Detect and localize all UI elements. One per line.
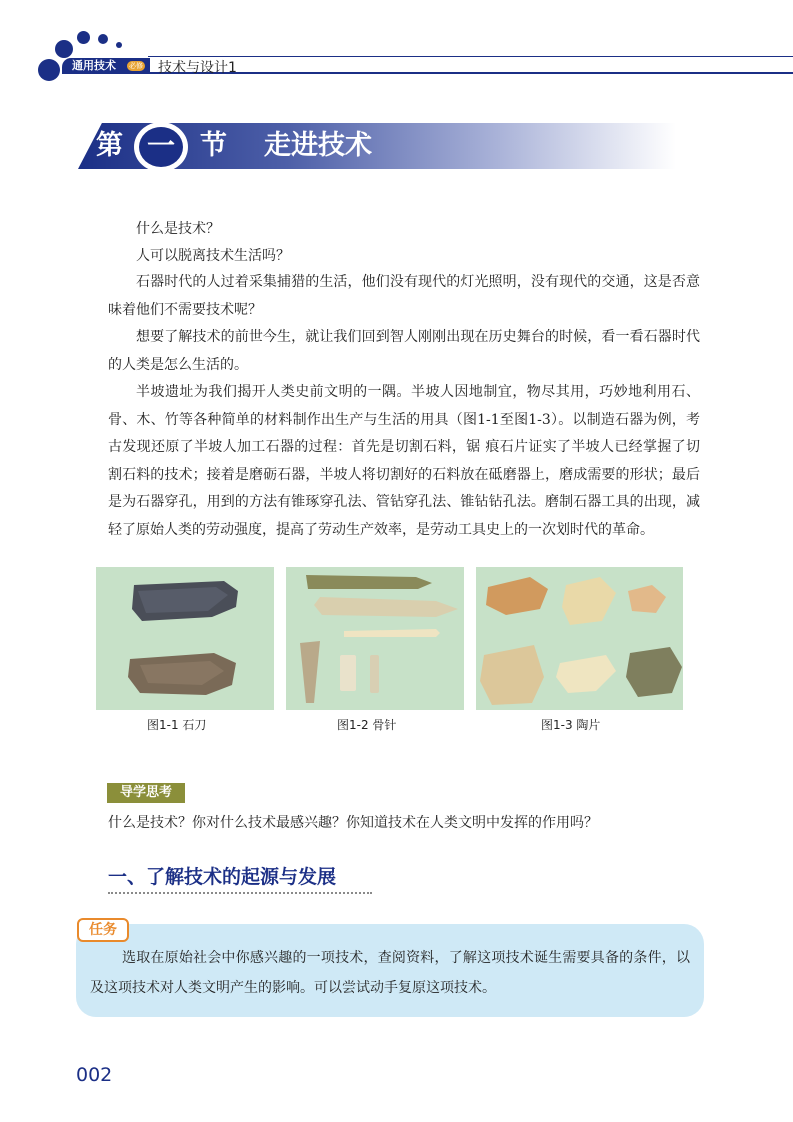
caption-figure-1-3: 图1-3 陶片 [541, 718, 601, 732]
figure-pottery-shards [476, 567, 683, 710]
task-text: 选取在原始社会中你感兴趣的一项技术，查阅资料，了解这项技术诞生需要具备的条件，以及这项技术对人类文明产生的影响。可以尝试动手复原这项技术。 [90, 950, 690, 996]
figure-stone-knife [96, 567, 274, 710]
caption-figure-1-2: 图1-2 骨针 [337, 718, 397, 732]
banner-jie: 节 [200, 130, 227, 161]
dot-large [38, 59, 60, 81]
header-top-rule [148, 56, 793, 57]
guide-question: 什么是技术？你对什么技术最感兴趣？你知道技术在人类文明中发挥的作用吗？ [108, 815, 598, 831]
intro-paragraph-1: 石器时代的人过着采集捕猎的生活，他们没有现代的灯光照明，没有现代的交通，这是否意味着他们不需要技术呢？ [108, 274, 700, 318]
caption-figure-1-1: 图1-1 石刀 [147, 718, 207, 732]
header-series: 通用技术 [72, 59, 116, 72]
dot-small [98, 34, 108, 44]
subsection-underline [108, 892, 372, 894]
task-tag: 任务 [77, 918, 129, 942]
header-book-title: 技术与设计1 [158, 60, 237, 76]
intro-question-2: 人可以脱离技术生活吗？ [136, 248, 290, 264]
page-number: 002 [76, 1064, 113, 1086]
dot-tiny [116, 42, 122, 48]
subsection-title: 一、了解技术的起源与发展 [108, 866, 337, 888]
dot-small [77, 31, 90, 44]
intro-question-1: 什么是技术？ [136, 221, 220, 237]
intro-paragraph-2: 想要了解技术的前世今生，就让我们回到智人刚刚出现在历史舞台的时候，看一看石器时代的人类是怎么生活的。 [108, 329, 700, 373]
banner-di: 第 [96, 130, 123, 161]
dot-medium [55, 40, 73, 58]
guide-tag: 导学思考 [107, 783, 185, 803]
intro-paragraph-3: 半坡遗址为我们揭开人类史前文明的一隅。半坡人因地制宜，物尽其用，巧妙地利用石、骨、木、竹等各种简单的材料制作出生产与生活的用具（图1-1至图1-3）。以制造石器为例，考古发现还原了半坡人加工石器的过程：首先是切割石料，锯 痕石片证实了半坡人已经掌握了切割石料的技术；接着是磨砺石器，半坡人将切割好的石料放在砥磨器上，磨成需要的形状；最后是为石器穿孔，用到的方法有锥琢穿孔法、管钻穿孔法、锥钻钻孔法。磨制石器工具的出现，减轻了原始人类的劳动强度，提高了劳动生产效率，是劳动工具史上的一次划时代的革命。 [108, 384, 700, 538]
banner-number: 一 [139, 127, 183, 167]
header-badge: 必修 [129, 62, 143, 70]
figure-bone-needle [286, 567, 464, 710]
banner-title: 走进技术 [264, 130, 372, 161]
